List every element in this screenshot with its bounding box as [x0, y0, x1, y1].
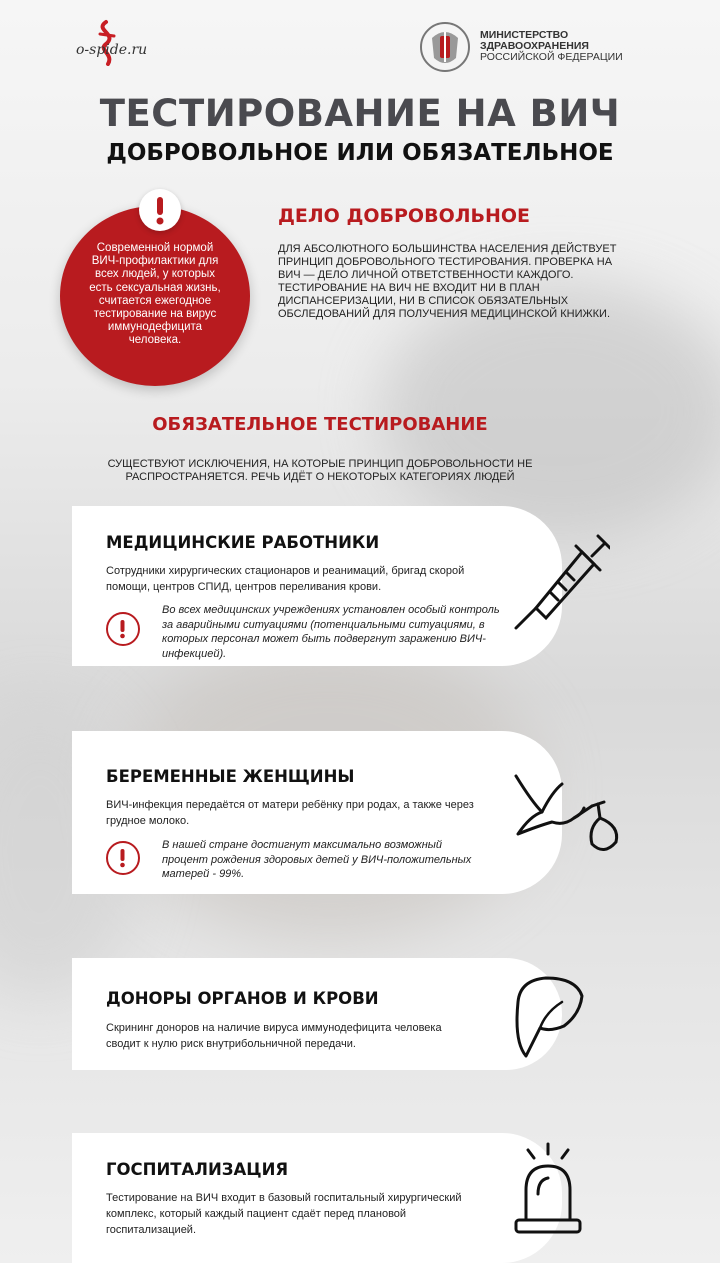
norm-circle-text: Современной нормой ВИЧ-профилактики для всех людей, у которых есть сексуальная жизнь, считается ежегодное тестирование на вирус иммунодефицита человека.: [89, 242, 221, 347]
ministry-line-3: РОССИЙСКОЙ ФЕДЕРАЦИИ: [480, 51, 623, 63]
page-subtitle: ДОБРОВОЛЬНОЕ ИЛИ ОБЯЗАТЕЛЬНОЕ: [106, 140, 614, 166]
o-spide-logo[interactable]: [72, 18, 172, 66]
stork-icon: [512, 772, 622, 862]
ministry-line-1: МИНИСТЕРСТВО: [480, 29, 569, 41]
card-pregnant-women: [72, 731, 562, 894]
ministry-logo[interactable]: [418, 18, 648, 78]
card-body: Тестирование на ВИЧ входит в базовый госпитальный хирургический комплекс, который каждый пациент сдаёт перед плановой госпитализацией.: [106, 1192, 462, 1236]
voluntary-heading: ДЕЛО ДОБРОВОЛЬНОЕ: [278, 205, 531, 227]
card-note: Во всех медицинских учреждениях установлен особый контроль за аварийными ситуациями (потенциальными ситуациями, в которых персонал может быть подвергнут заражению ВИЧ-инфекцией).: [162, 604, 500, 660]
norm-circle: [60, 206, 250, 386]
card-title: БЕРЕМЕННЫЕ ЖЕНЩИНЫ: [106, 767, 355, 786]
card-body: ВИЧ-инфекция передаётся от матери ребёнку при родах, а также через грудное молоко.: [106, 799, 474, 827]
mandatory-heading: ОБЯЗАТЕЛЬНОЕ ТЕСТИРОВАНИЕ: [152, 414, 488, 435]
card-note: В нашей стране достигнут максимально возможный процент рождения здоровых детей у ВИЧ-положительных матерей - 99%.: [162, 839, 472, 880]
alarm-light-icon: [508, 1140, 588, 1240]
exclamation-icon: [106, 612, 140, 646]
mandatory-body: СУЩЕСТВУЮТ ИСКЛЮЧЕНИЯ, НА КОТОРЫЕ ПРИНЦИП ДОБРОВОЛЬНОСТИ НЕ РАСПРОСТРАНЯЕТСЯ. РЕЧЬ ИДЁТ О НЕКОТОРЫХ КАТЕГОРИЯХ ЛЮДЕЙ: [107, 458, 533, 483]
card-title: МЕДИЦИНСКИЕ РАБОТНИКИ: [106, 533, 380, 552]
card-medical-workers: [72, 506, 562, 666]
card-title: ГОСПИТАЛИЗАЦИЯ: [106, 1160, 289, 1179]
page-title: ТЕСТИРОВАНИЕ НА ВИЧ: [99, 92, 621, 135]
syringe-icon: [510, 522, 610, 632]
coat-of-arms-icon: [418, 18, 472, 76]
ministry-line-2: ЗДРАВООХРАНЕНИЯ: [480, 40, 589, 52]
card-donors: [72, 958, 562, 1070]
card-body: Сотрудники хирургических стационаров и реанимаций, бригад скорой помощи, центров СПИД, центров переливания крови.: [106, 565, 465, 593]
liver-icon: [510, 972, 590, 1062]
brand-name: o-spide.ru: [76, 42, 148, 58]
card-title: ДОНОРЫ ОРГАНОВ И КРОВИ: [106, 989, 379, 1008]
exclamation-icon: [106, 841, 140, 875]
card-body: Скрининг доноров на наличие вируса иммунодефицита человека сводит к нулю риск внутрибольничной передачи.: [106, 1022, 442, 1050]
exclamation-icon: [139, 189, 181, 231]
card-hospitalization: [72, 1133, 562, 1263]
voluntary-body: ДЛЯ АБСОЛЮТНОГО БОЛЬШИНСТВА НАСЕЛЕНИЯ ДЕЙСТВУЕТ ПРИНЦИП ДОБРОВОЛЬНОГО ТЕСТИРОВАНИЯ. ПРОВЕРКА НА ВИЧ — ДЕЛО ЛИЧНОЙ ОТВЕТСТВЕННОСТИ КАЖДОГО. ТЕСТИРОВАНИЕ НА ВИЧ НЕ ВХОДИТ НИ В ПЛАН ДИСПАНСЕРИЗАЦИИ, НИ В СПИСОК ОБЯЗАТЕЛЬНЫХ ОБСЛЕДОВАНИЙ ДЛЯ ПОЛУЧЕНИЯ МЕДИЦИНСКОЙ КНИЖКИ.: [278, 243, 617, 320]
